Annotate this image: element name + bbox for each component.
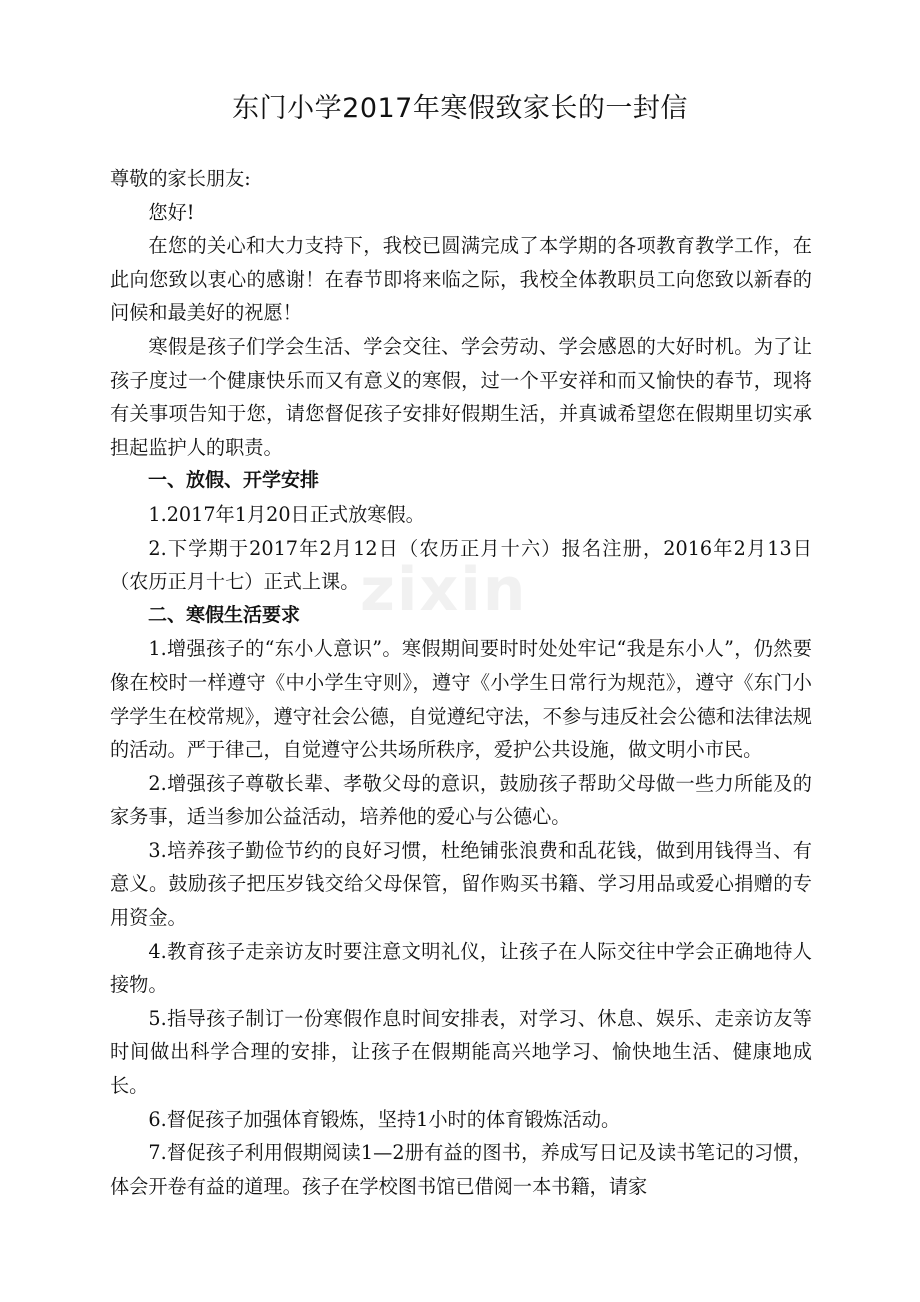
letter-body xyxy=(110,162,812,1203)
list-item: 2.增强孩子尊敬长辈、孝敬父母的意识，鼓励孩子帮助父母做一些力所能及的家务事，适当参加公益活动，培养他的爱心与公德心。 xyxy=(110,771,812,829)
watermark: zixin xyxy=(360,555,528,625)
section-heading: 二、寒假生活要求 xyxy=(148,603,301,626)
page-title: 东门小学2017年寒假致家长的一封信 xyxy=(232,93,688,124)
intro-paragraph: 寒假是孩子们学会生活、学会交往、学会劳动、学会感恩的大好时机。为了让孩子度过一个健康快乐而又有意义的寒假，过一个平安祥和而又愉快的春节，现将有关事项告知于您，请您督促孩子安排好假期生活，并真诚希望您在假期里切实承担起监护人的职责。 xyxy=(110,334,812,459)
list-item: 7.督促孩子利用假期阅读1—2册有益的图书，养成写日记及读书笔记的习惯，体会开卷有益的道理。孩子在学校图书馆已借阅一本书籍，请家 xyxy=(110,1141,812,1198)
list-item: 6.督促孩子加强体育锻炼，坚持1小时的体育锻炼活动。 xyxy=(148,1107,621,1131)
greeting: 您好! xyxy=(148,200,195,224)
list-item: 1.2017年1月20日正式放寒假。 xyxy=(148,502,425,526)
salutation: 尊敬的家长朋友: xyxy=(110,167,251,190)
list-item: 3.培养孩子勤俭节约的良好习惯，杜绝铺张浪费和乱花钱，做到用钱得当、有意义。鼓励孩子把压岁钱交给父母保管，留作购买书籍、学习用品或爱心捐赠的专用资金。 xyxy=(110,838,812,930)
list-item: 4.教育孩子走亲访友时要注意文明礼仪，让孩子在人际交往中学会正确地待人接物。 xyxy=(110,939,812,997)
list-item: 1.增强孩子的“东小人意识”。寒假期间要时时处处牢记“我是东小人”，仍然要像在校时一样遵守《中小学生守则》，遵守《小学生日常行为规范》，遵守《东门小学学生在校常规》，遵守社会公德，自觉遵纪守法，不参与违反社会公德和法律法规的活动。严于律己，自觉遵守公共场所秩序，爱护公共设施，做文明小市民。 xyxy=(110,637,812,762)
section-heading: 一、放假、开学安排 xyxy=(148,469,320,492)
list-item: 2.下学期于2017年2月12日（农历正月十六）报名注册，2016年2月13日（农历正月十七）正式上课。 xyxy=(110,536,812,594)
intro-paragraph: 在您的关心和大力支持下，我校已圆满完成了本学期的各项教育教学工作，在此向您致以衷心的感谢！在春节即将来临之际，我校全体教职员工向您致以新春的问候和最美好的祝愿！ xyxy=(110,234,812,325)
list-item: 5.指导孩子制订一份寒假作息时间安排表，对学习、休息、娱乐、走亲访友等时间做出科学合理的安排，让孩子在假期能高兴地学习、愉快地生活、健康地成长。 xyxy=(110,1006,812,1098)
